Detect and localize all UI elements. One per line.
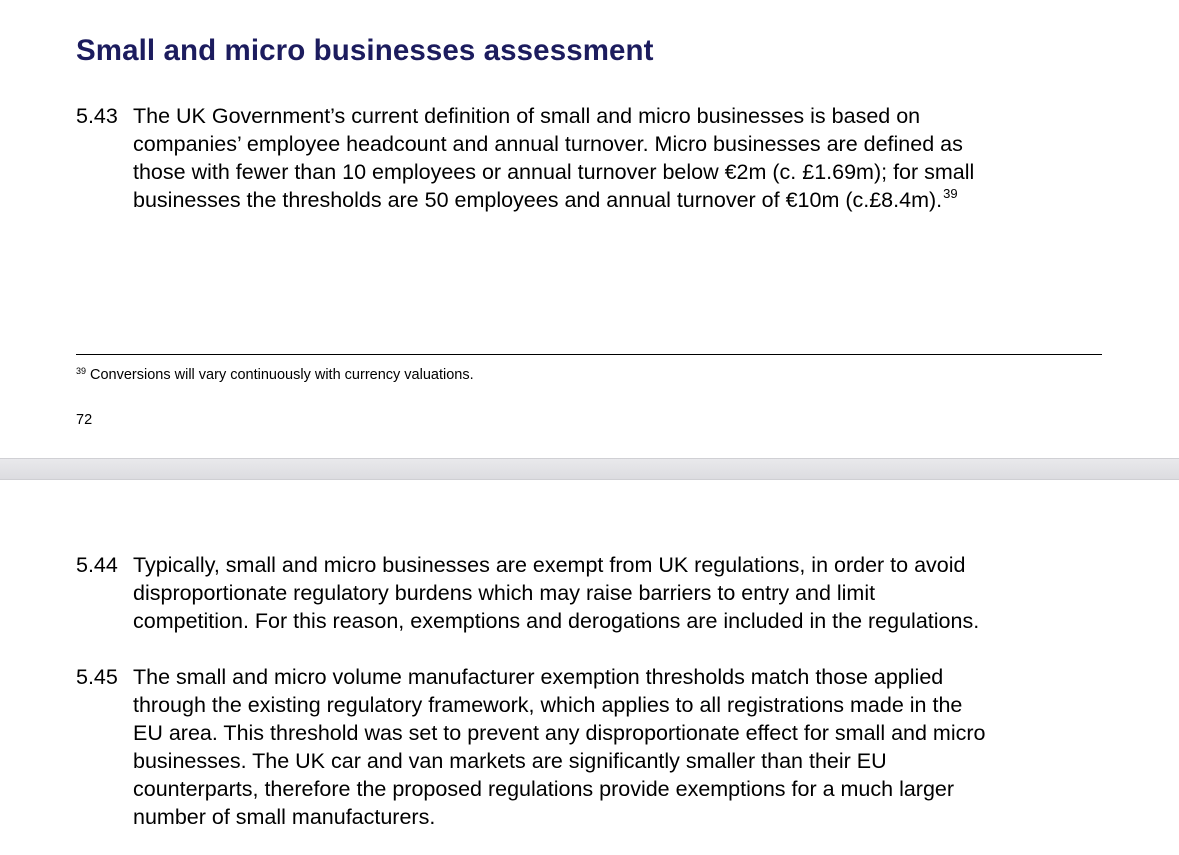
footnote-reference[interactable]: 39 <box>943 186 958 201</box>
paragraph-line: businesses. The UK car and van markets are significantly smaller than their EU <box>133 749 887 773</box>
page-number: 72 <box>76 412 93 428</box>
footnote-marker: 39 <box>76 366 87 376</box>
page-separator <box>0 458 1179 480</box>
paragraph-body <box>133 551 1103 635</box>
paragraph-body <box>133 102 1103 217</box>
paragraph-line: those with fewer than 10 employees or annual turnover below €2m (c. £1.69m); for small <box>133 160 975 184</box>
paragraph-number: 5.43 <box>76 104 118 128</box>
paragraph-line: number of small manufacturers. <box>133 805 436 829</box>
paragraph-line: through the existing regulatory framework, which applies to all registrations made in the <box>133 693 963 717</box>
section-heading: Small and micro businesses assessment <box>76 34 654 67</box>
paragraph-number: 5.45 <box>76 665 118 689</box>
footnote <box>76 367 474 383</box>
paragraph-5-44 <box>76 551 1106 635</box>
paragraph-line: counterparts, therefore the proposed regulations provide exemptions for a much larger <box>133 777 955 801</box>
paragraph-line: companies’ employee headcount and annual turnover. Micro businesses are defined as <box>133 132 963 156</box>
paragraph-line: EU area. This threshold was set to prevent any disproportionate effect for small and micro <box>133 721 986 745</box>
footnote-text: Conversions will vary continuously with currency valuations. <box>90 367 474 383</box>
paragraph-line <box>133 186 1103 217</box>
paragraph-line-text: businesses the thresholds are 50 employees and annual turnover of €10m (c.£8.4m). <box>133 188 943 212</box>
paragraph-line: disproportionate regulatory burdens which may raise barriers to entry and limit <box>133 581 876 605</box>
paragraph-line: Typically, small and micro businesses are exempt from UK regulations, in order to avoid <box>133 553 966 577</box>
paragraph-line: competition. For this reason, exemptions and derogations are included in the regulations. <box>133 609 980 633</box>
footnote-separator <box>76 354 1102 355</box>
paragraph-5-45 <box>76 663 1106 831</box>
paragraph-number: 5.44 <box>76 553 118 577</box>
paragraph-line: The small and micro volume manufacturer exemption thresholds match those applied <box>133 665 944 689</box>
paragraph-body <box>133 663 1103 831</box>
paragraph-line: The UK Government’s current definition of small and micro businesses is based on <box>133 104 921 128</box>
paragraph-5-43 <box>76 102 1106 214</box>
